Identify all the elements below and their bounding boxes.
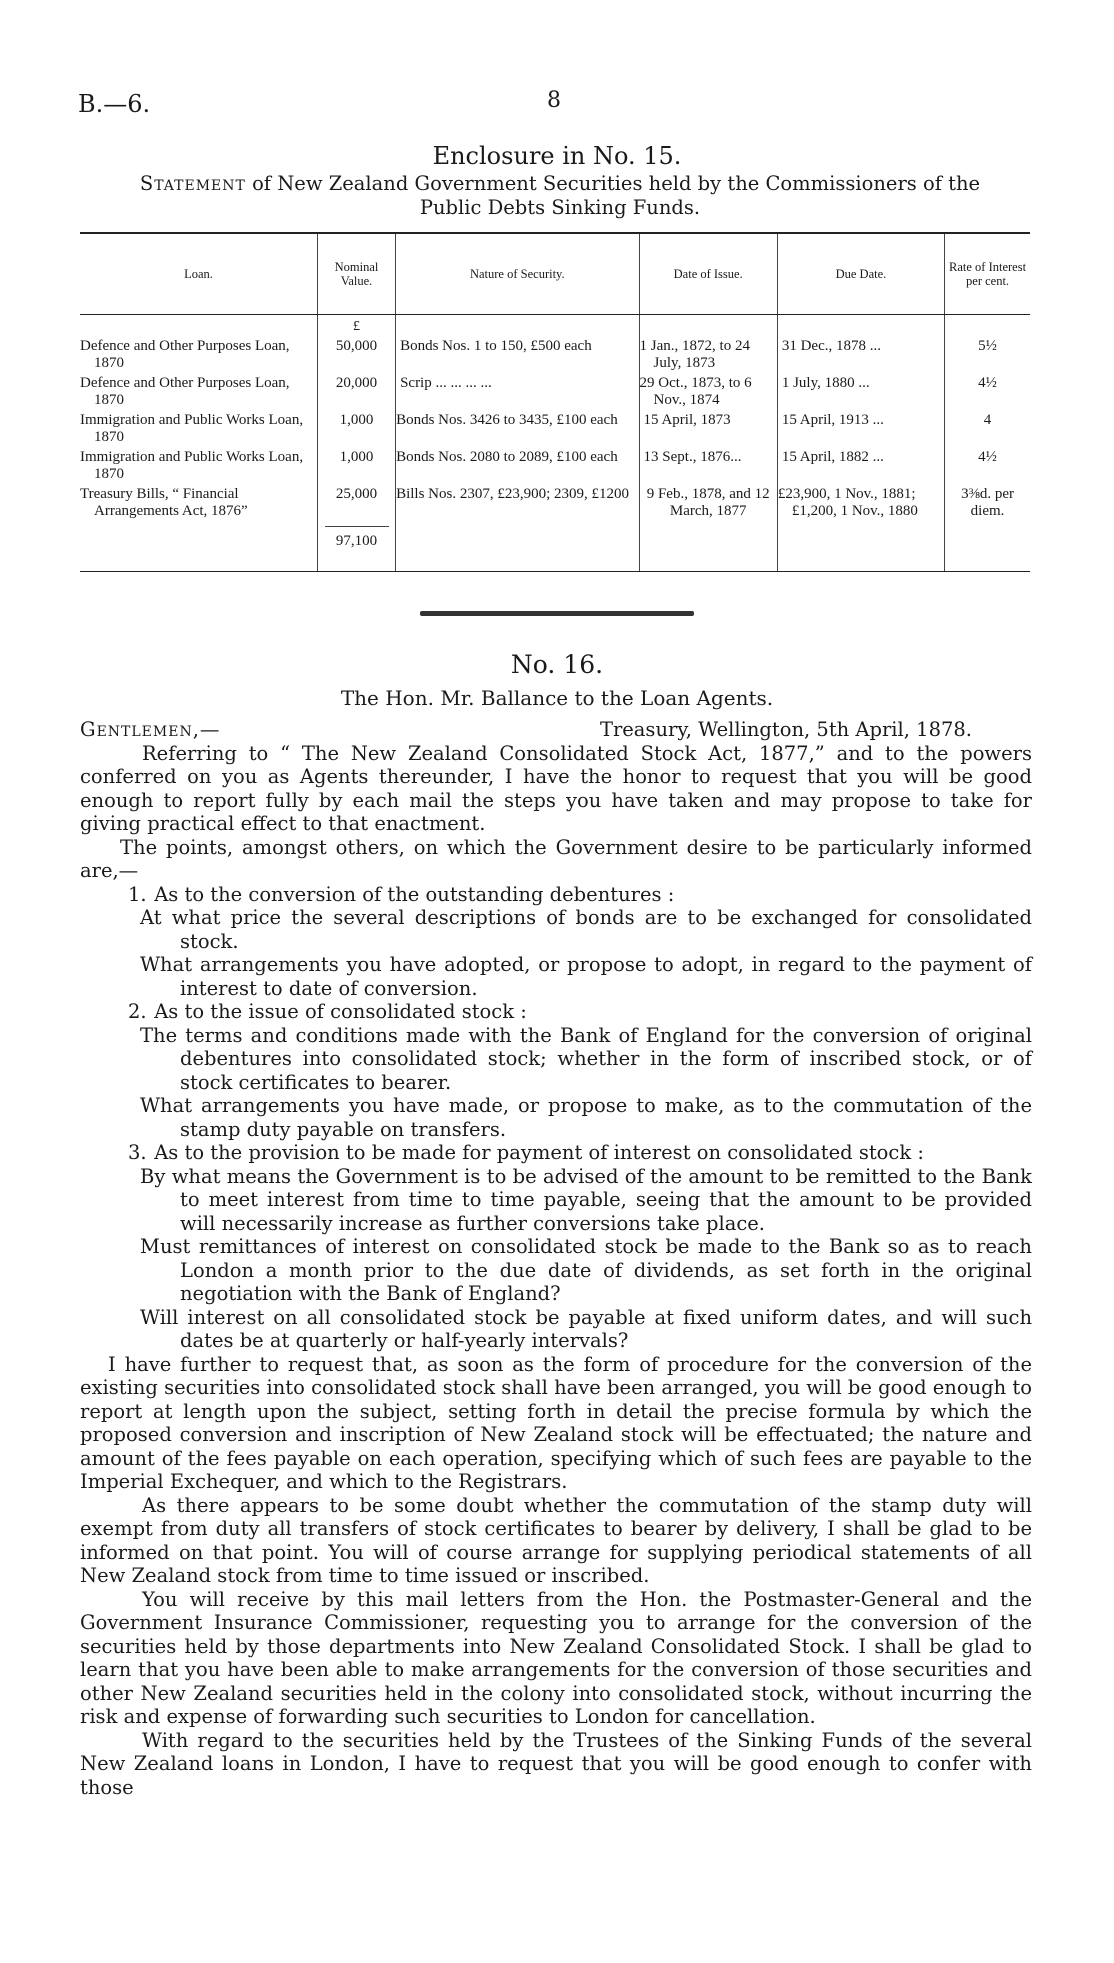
unit-row xyxy=(80,315,1030,339)
table-row xyxy=(80,375,1030,412)
cell-due: 15 April, 1882 ... xyxy=(777,449,944,486)
cell-due: 31 Dec., 1878 ... xyxy=(777,338,944,375)
col-header-loan: Loan. xyxy=(80,233,317,315)
sub-point: What arrangements you have made, or propose to make, as to the commutation of the stamp duty payable on transfers. xyxy=(140,1094,1032,1141)
cell-nature: Bills Nos. 2307, £23,900; 2309, £1200 xyxy=(396,486,639,523)
cell-issue: 15 April, 1873 xyxy=(639,412,777,449)
letter-addressee: The Hon. Mr. Ballance to the Loan Agents. xyxy=(340,686,774,710)
total-row xyxy=(80,523,1030,572)
cell-loan: Defence and Other Purposes Loan, 1870 xyxy=(80,375,290,408)
cell-rate: 5½ xyxy=(945,338,1030,375)
enclosure-title: Enclosure in No. 15. xyxy=(432,142,682,170)
table-row xyxy=(80,486,1030,523)
cell-issue: 13 Sept., 1876... xyxy=(639,449,777,486)
section-divider xyxy=(420,611,694,616)
col-header-nature: Nature of Security. xyxy=(396,233,639,315)
cell-value: 20,000 xyxy=(317,375,395,412)
cell-rate: 4½ xyxy=(945,375,1030,412)
securities-table xyxy=(80,232,1030,572)
place-date: Treasury, Wellington, 5th April, 1878. xyxy=(599,718,972,741)
sub-point: The terms and conditions made with the Bank of England for the conversion of original debentures into consolidated stock; whether in the form of inscribed stock, or of stock certificates to bearer. xyxy=(140,1023,1032,1094)
paragraph: As there appears to be some doubt whether the commutation of the stamp duty will exempt from duty all transfers of stock certificates to bearer by delivery, I shall be glad to be informed on that point. You will of course arrange for supplying periodical statements of all New Zealand stock from time to time issued or inscribed. xyxy=(80,1493,1032,1587)
document-reference: B.—6. xyxy=(78,90,151,118)
sub-point: Must remittances of interest on consolidated stock be made to the Bank so as to reach London a month prior to the due date of dividends, as set forth in the original negotiation with the Bank of England? xyxy=(140,1235,1032,1305)
cell-due: 1 July, 1880 ... xyxy=(777,375,944,412)
col-header-date-issue: Date of Issue. xyxy=(639,233,777,315)
cell-issue: 29 Oct., 1873, to 6 Nov., 1874 xyxy=(639,375,777,412)
cell-nature: Bonds Nos. 2080 to 2089, £100 each xyxy=(396,449,639,486)
cell-rate: 4 xyxy=(945,412,1030,449)
sub-point: Will interest on all consolidated stock be payable at fixed uniform dates, and will such dates be at quarterly or half-yearly intervals? xyxy=(140,1305,1032,1352)
cell-rate: 4½ xyxy=(945,449,1030,486)
sub-point: What arrangements you have adopted, or propose to adopt, in regard to the payment of interest to date of conversion. xyxy=(140,953,1032,1000)
letter-body xyxy=(80,718,1032,1799)
point-heading xyxy=(80,883,1032,907)
point-text: As to the issue of consolidated stock : xyxy=(154,1000,527,1023)
point-number: 2. xyxy=(128,1000,147,1023)
cell-value: 50,000 xyxy=(317,338,395,375)
salutation: Gentlemen,— xyxy=(80,718,221,741)
point-text: As to the provision to be made for payment of interest on consolidated stock : xyxy=(154,1141,924,1164)
statement-caption xyxy=(110,172,1010,220)
page-number: 8 xyxy=(547,88,561,113)
cell-nature: Scrip ... ... ... ... xyxy=(396,375,639,412)
paragraph: The points, amongst others, on which the Government desire to be particularly informed are,— xyxy=(80,835,1032,882)
col-header-nominal-value: Nominal Value. xyxy=(317,233,395,315)
table-row xyxy=(80,338,1030,375)
table-row xyxy=(80,449,1030,486)
cell-due: 15 April, 1913 ... xyxy=(777,412,944,449)
cell-nature: Bonds Nos. 3426 to 3435, £100 each xyxy=(396,412,639,449)
cell-nature: Bonds Nos. 1 to 150, £500 each xyxy=(396,338,639,375)
cell-due: £23,900, 1 Nov., 1881; £1,200, 1 Nov., 1880 xyxy=(777,486,944,523)
total-value: 97,100 xyxy=(325,526,389,550)
cell-loan: Immigration and Public Works Loan, 1870 xyxy=(80,449,304,482)
statement-text: of New Zealand Government Securities held by the Commissioners of the Public Debts Sinking Funds. xyxy=(252,172,981,219)
sub-point: By what means the Government is to be advised of the amount to be remitted to the Bank to meet interest from time to time payable, seeing that the amount to be provided will necessarily increase as further conversions take place. xyxy=(140,1164,1032,1235)
paragraph: You will receive by this mail letters from the Hon. the Postmaster-General and the Government Insurance Commissioner, requesting you to arrange for the conversion of the securities held by those departments into New Zealand Consolidated Stock. I shall be glad to learn that you have been able to make arrangements for the conversion of those securities and other New Zealand securities held in the colony into consolidated stock, without incurring the risk and expense of forwarding such securities to London for cancellation. xyxy=(80,1587,1032,1728)
point-number: 3. xyxy=(128,1141,147,1164)
point-number: 1. xyxy=(128,882,147,906)
cell-value: 1,000 xyxy=(317,449,395,486)
cell-loan: Immigration and Public Works Loan, 1870 xyxy=(80,412,304,445)
col-header-due-date: Due Date. xyxy=(777,233,944,315)
table-row xyxy=(80,412,1030,449)
point-heading xyxy=(80,1000,1032,1024)
currency-unit: £ xyxy=(317,315,395,339)
paragraph: I have further to request that, as soon as the form of procedure for the conversion of the existing securities into consolidated stock shall have been arranged, you will be good enough to report at length upon the subject, setting forth in detail the precise formula by which the proposed conversion and inscription of New Zealand stock will be effectuated; the nature and amount of the fees payable on each operation, specifying which of such fees are payable to the Imperial Exchequer, and which to the Registrars. xyxy=(80,1352,1032,1493)
cell-value: 25,000 xyxy=(317,486,395,523)
paragraph: With regard to the securities held by the Trustees of the Sinking Funds of the several New Zealand loans in London, I have to request that you will be good enough to confer with those xyxy=(80,1728,1032,1799)
cell-issue: 9 Feb., 1878, and 12 March, 1877 xyxy=(639,486,777,523)
point-text: As to the conversion of the outstanding debentures : xyxy=(154,882,675,906)
statement-lead: Statement xyxy=(139,172,246,195)
cell-rate: 3⅜d. per diem. xyxy=(945,486,1030,523)
table-header-row xyxy=(80,233,1030,315)
point-heading xyxy=(80,1141,1032,1165)
col-header-rate: Rate of Interest per cent. xyxy=(945,233,1030,315)
cell-loan: Treasury Bills, “ Financial Arrangements Act, 1876” xyxy=(80,486,248,519)
cell-issue: 1 Jan., 1872, to 24 July, 1873 xyxy=(639,338,777,375)
sub-point: At what price the several descriptions of bonds are to be exchanged for consolidated stock. xyxy=(140,906,1032,953)
cell-value: 1,000 xyxy=(317,412,395,449)
cell-loan: Defence and Other Purposes Loan, 1870 xyxy=(80,338,290,371)
paragraph: Referring to “ The New Zealand Consolidated Stock Act, 1877,” and to the powers conferred on you as Agents thereunder, I have the honor to request that you will be good enough to report fully by each mail the steps you have taken and may propose to take for giving practical effect to that enactment. xyxy=(80,741,1032,835)
letter-number: No. 16. xyxy=(510,650,604,679)
salutation-line xyxy=(80,718,1032,742)
